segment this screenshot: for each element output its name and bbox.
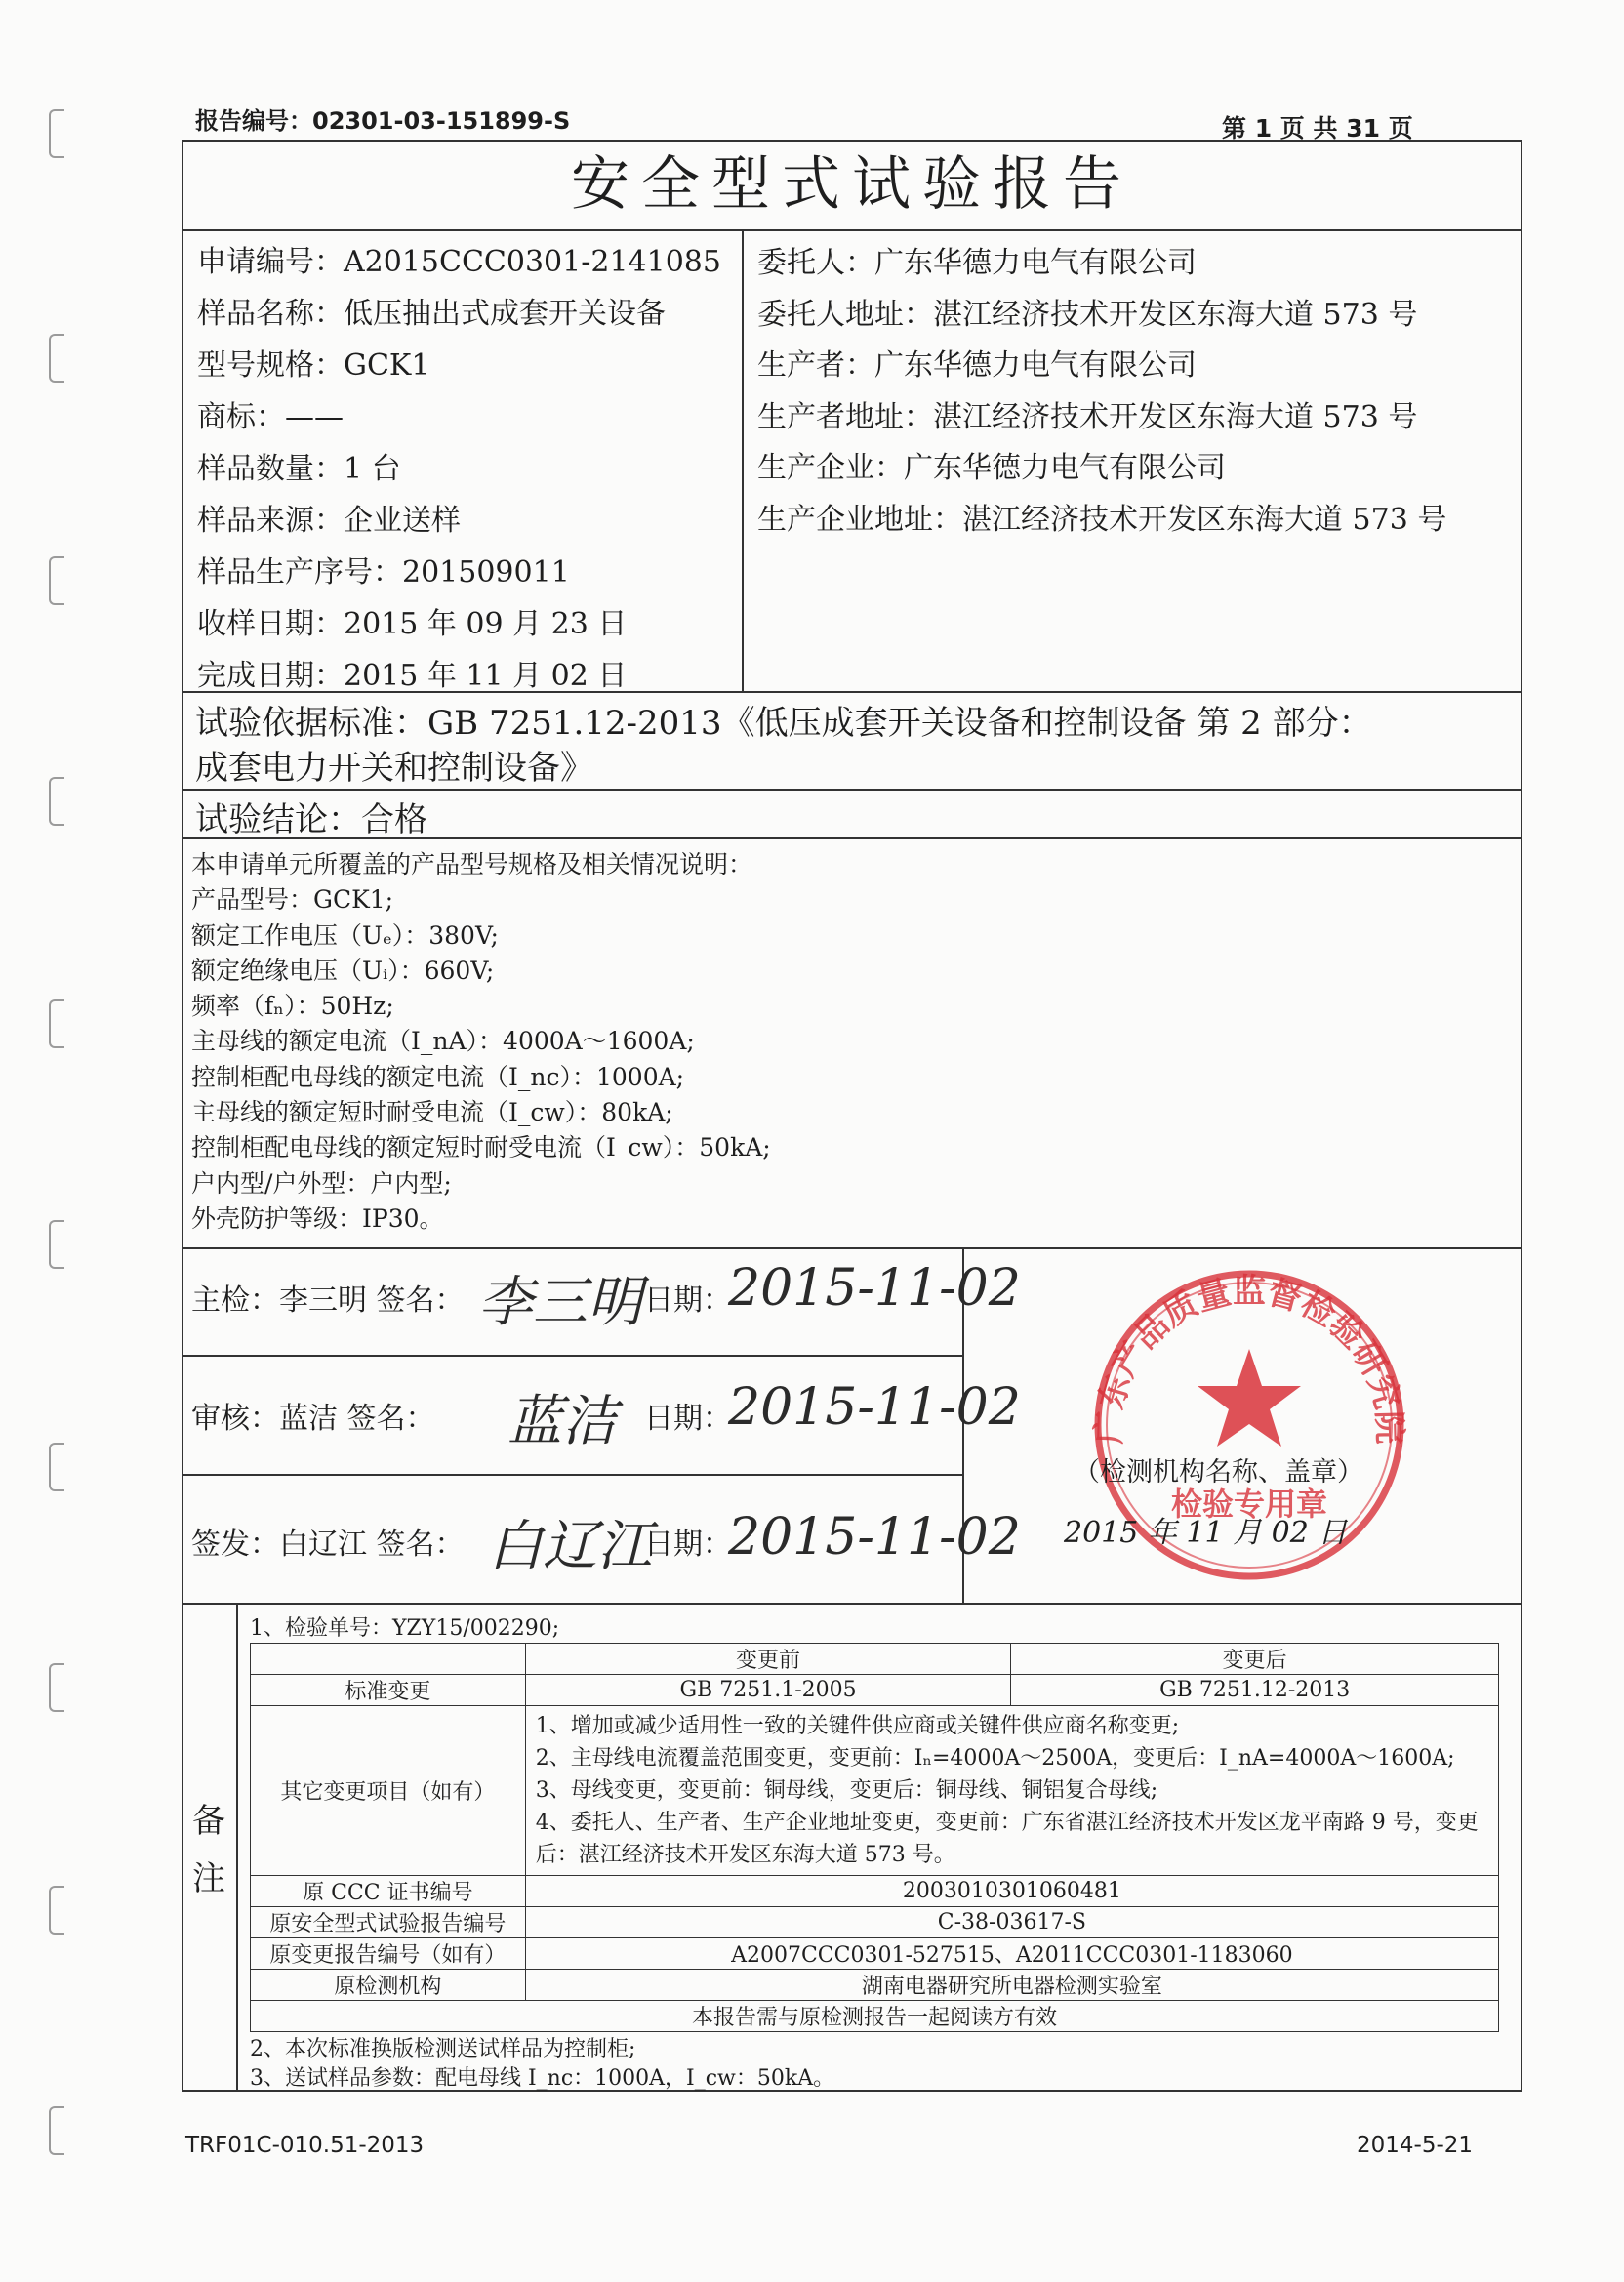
inspector-date-label: 日期： [644, 1284, 732, 1318]
binder-hole-mark [49, 1220, 64, 1269]
sample-info [197, 236, 724, 702]
svg-text:广东产品质量监督检验研究院: 广东产品质量监督检验研究院 [1089, 1272, 1409, 1445]
description-line: 产品型号：GCK1; [191, 885, 394, 915]
binder-hole-mark [49, 777, 64, 826]
report-title: 安全型式试验报告 [571, 150, 1133, 219]
orig-report-value: C-38-03617-S [525, 1907, 1498, 1938]
change-item: 3、母线变更，变更前：铜母线，变更后：铜母线、铜铝复合母线; [535, 1778, 1158, 1803]
remark-line: 2、本次标准换版检测送试样品为控制柜; [250, 2037, 636, 2061]
test-basis [195, 701, 1513, 791]
change-item: 1、增加或减少适用性一致的关键件供应商或关键件供应商名称变更; [535, 1714, 1180, 1738]
other-changes-list [525, 1706, 1498, 1876]
divider [182, 1474, 962, 1476]
standard-change-label: 标准变更 [251, 1675, 526, 1706]
remark-line: 1、检验单号：YZY15/002290; [250, 1616, 560, 1641]
ccc-cert-value: 2003010301060481 [525, 1876, 1498, 1907]
product-description [191, 847, 1499, 1237]
description-line: 额定绝缘电压（Uᵢ）：660V; [191, 956, 495, 985]
divider [182, 1355, 962, 1357]
description-line: 控制柜配电母线的额定短时耐受电流（I_cw）：50kA; [191, 1133, 771, 1162]
change-report-value: A2007CCC0301-527515、A2011CCC0301-1183060 [525, 1938, 1498, 1970]
binder-hole-mark [49, 1886, 64, 1935]
divider [182, 1247, 1522, 1249]
description-line: 本申请单元所覆盖的产品型号规格及相关情况说明： [191, 850, 753, 878]
description-line: 控制柜配电母线的额定电流（I_nc）：1000A; [191, 1062, 685, 1091]
divider [182, 1603, 1522, 1605]
remarks-label: 备 注 [192, 1802, 225, 1898]
test-basis-line: 试验依据标准：GB 7251.12-2013《低压成套开关设备和控制设备 第 2 部分： [195, 704, 1372, 743]
description-line: 额定工作电压（Uₑ）：380V; [191, 920, 499, 950]
reviewer-date: 2015-11-02 [728, 1378, 1021, 1437]
ccc-cert-label: 原 CCC 证书编号 [251, 1876, 526, 1907]
header-after: 变更后 [1011, 1644, 1499, 1675]
binder-hole-mark [49, 1443, 64, 1491]
manufacturer-address: 生产者地址：湛江经济技术开发区东海大道 573 号 [757, 399, 1418, 434]
change-report-label: 原变更报告编号（如有） [251, 1938, 526, 1970]
form-date: 2014-5-21 [1357, 2133, 1474, 2158]
institution-date: 2015 年 11 月 02 日 [1064, 1516, 1348, 1550]
description-line: 户内型/户外型：户内型; [191, 1168, 452, 1198]
test-basis-line: 成套电力开关和控制设备》 [195, 749, 593, 788]
binder-hole-mark [49, 109, 64, 158]
inspector-label: 主检：李三明 签名： [191, 1284, 465, 1318]
description-line: 外壳防护等级：IP30。 [191, 1203, 444, 1233]
change-item: 2、主母线电流覆盖范围变更，变更前：Iₙ=4000A～2500A，变更后：I_nA=4000A～1600A; [535, 1746, 1455, 1771]
other-changes-label: 其它变更项目（如有） [251, 1706, 526, 1876]
complete-date: 完成日期：2015 年 11 月 02 日 [197, 659, 628, 693]
model-spec: 型号规格：GCK1 [197, 348, 430, 383]
approver-date-label: 日期： [644, 1528, 732, 1562]
approver-signature: 白辽江 [488, 1515, 652, 1578]
change-table [250, 1643, 1499, 2032]
table-cell [251, 1644, 526, 1675]
divider [182, 229, 1522, 231]
client-info [757, 238, 1509, 546]
binder-hole-mark [49, 2106, 64, 2155]
description-line: 主母线的额定短时耐受电流（I_cw）：80kA; [191, 1098, 673, 1127]
reviewer-label: 审核：蓝洁 签名： [191, 1402, 435, 1436]
inspector-date: 2015-11-02 [728, 1259, 1021, 1318]
application-no: 申请编号：A2015CCC0301-2141085 [197, 245, 721, 279]
divider [236, 1603, 238, 2091]
client: 委托人：广东华德力电气有限公司 [757, 246, 1197, 280]
page-indicator: 第 1 页 共 31 页 [1222, 114, 1413, 143]
factory: 生产企业：广东华德力电气有限公司 [757, 451, 1226, 485]
standard-before: GB 7251.1-2005 [525, 1675, 1011, 1706]
receive-date: 收样日期：2015 年 09 月 23 日 [197, 607, 628, 641]
institution-label: （检测机构名称、盖章） [1074, 1457, 1363, 1487]
manufacturer: 生产者：广东华德力电气有限公司 [757, 348, 1197, 383]
table-note: 本报告需与原检测报告一起阅读方有效 [251, 2001, 1499, 2032]
binder-hole-mark [49, 1663, 64, 1712]
approver-label: 签发：白辽江 签名： [191, 1528, 465, 1562]
sample-source: 样品来源：企业送样 [197, 504, 461, 538]
orig-lab-value: 湖南电器研究所电器检测实验室 [525, 1970, 1498, 2001]
client-address: 委托人地址：湛江经济技术开发区东海大道 573 号 [757, 297, 1418, 332]
header-before: 变更前 [525, 1644, 1011, 1675]
trademark: 商标：—— [197, 400, 344, 434]
reviewer-signature: 蓝洁 [508, 1390, 617, 1453]
description-line: 主母线的额定电流（I_nA）：4000A～1600A; [191, 1027, 695, 1056]
standard-after: GB 7251.12-2013 [1011, 1675, 1499, 1706]
binder-hole-mark [49, 556, 64, 605]
orig-lab-label: 原检测机构 [251, 1970, 526, 2001]
binder-hole-mark [49, 999, 64, 1048]
orig-report-label: 原安全型式试验报告编号 [251, 1907, 526, 1938]
divider [742, 229, 744, 691]
sample-quantity: 样品数量：1 台 [197, 452, 401, 486]
sample-serial: 样品生产序号：201509011 [197, 555, 570, 590]
binder-hole-mark [49, 334, 64, 383]
factory-address: 生产企业地址：湛江经济技术开发区东海大道 573 号 [757, 502, 1447, 537]
inspector-signature: 李三明 [478, 1271, 642, 1334]
form-number: TRF01C-010.51-2013 [185, 2133, 425, 2158]
approver-date: 2015-11-02 [728, 1508, 1021, 1567]
reviewer-date-label: 日期： [644, 1402, 732, 1436]
description-line: 频率（fₙ）：50Hz; [191, 992, 394, 1021]
remark-line: 3、送试样品参数：配电母线 I_nc：1000A，I_cw：50kA。 [250, 2066, 835, 2091]
svg-text:检验专用章: 检验专用章 [1170, 1486, 1328, 1523]
test-conclusion: 试验结论：合格 [195, 800, 427, 839]
change-item: 4、委托人、生产者、生产企业地址变更，变更前：广东省湛江经济技术开发区龙平南路 9 号，变更后：湛江经济技术开发区东海大道 573 号。 [535, 1811, 1479, 1867]
report-number: 报告编号：02301-03-151899-S [195, 107, 571, 135]
sample-name: 样品名称：低压抽出式成套开关设备 [197, 297, 666, 331]
